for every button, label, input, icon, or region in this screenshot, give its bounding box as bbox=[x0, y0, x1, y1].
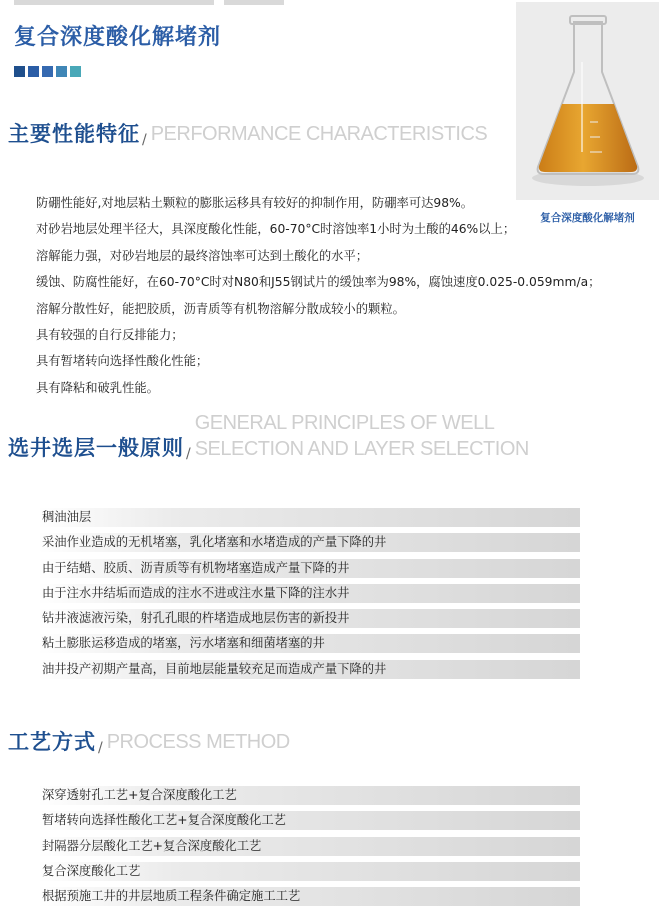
page-title: 复合深度酸化解堵剂 bbox=[14, 25, 222, 50]
section-slash: / bbox=[142, 132, 147, 148]
section-header-process bbox=[8, 726, 290, 756]
selection-item: 油井投产初期产量高，目前地层能量较充足而造成产量下降的井 bbox=[38, 660, 580, 679]
performance-item: 对砂岩地层处理半径大，具深度酸化性能，60-70°C时溶蚀率1小时为土酸的46%以上； bbox=[36, 222, 516, 237]
title-square bbox=[56, 66, 67, 77]
top-bar-right bbox=[224, 0, 284, 5]
section-header-performance bbox=[8, 118, 487, 148]
section-title-cn: 选井选层一般原则 bbox=[8, 436, 184, 460]
selection-principles-list bbox=[38, 508, 580, 685]
title-square bbox=[70, 66, 81, 77]
selection-item: 由于注水井结垢而造成的注水不进或注水量下降的注水井 bbox=[38, 584, 580, 603]
selection-item: 采油作业造成的无机堵塞，乳化堵塞和水堵造成的产量下降的井 bbox=[38, 533, 580, 552]
performance-item: 具有暂堵转向选择性酸化性能； bbox=[36, 354, 209, 369]
title-square bbox=[42, 66, 53, 77]
process-item: 复合深度酸化工艺 bbox=[38, 862, 580, 881]
performance-item: 缓蚀、防腐性能好，在60-70°C时对N80和J55钢试片的缓蚀率为98%，腐蚀速度0.025-0.059mm/a； bbox=[36, 275, 601, 290]
process-item: 根据预施工井的井层地质工程条件确定施工工艺 bbox=[38, 887, 580, 906]
performance-item: 溶解分散性好，能把胶质，沥青质等有机物溶解分散成较小的颗粒。 bbox=[36, 301, 405, 316]
performance-item: 具有降粘和破乳性能。 bbox=[36, 380, 159, 395]
process-item: 封隔器分层酸化工艺+复合深度酸化工艺 bbox=[38, 837, 580, 856]
title-squares bbox=[14, 66, 84, 77]
section-title-en: GENERAL PRINCIPLES OF WELL SELECTION AND LAYER SELECTION bbox=[194, 412, 529, 460]
section-slash: / bbox=[98, 740, 103, 756]
selection-item: 稠油油层 bbox=[38, 508, 580, 527]
performance-list bbox=[36, 190, 626, 401]
performance-item: 溶解能力强，对砂岩地层的最终溶蚀率可达到土酸化的水平； bbox=[36, 248, 369, 263]
selection-item: 粘土膨胀运移造成的堵塞，污水堵塞和细菌堵塞的井 bbox=[38, 634, 580, 653]
title-square bbox=[14, 66, 25, 77]
process-item: 暂堵转向选择性酸化工艺+复合深度酸化工艺 bbox=[38, 811, 580, 830]
performance-item: 具有较强的自行反排能力； bbox=[36, 328, 184, 343]
flask-illustration bbox=[516, 2, 659, 200]
selection-item: 由于结蜡、胶质、沥青质等有机物堵塞造成产量下降的井 bbox=[38, 559, 580, 578]
section-slash: / bbox=[186, 446, 191, 462]
process-item: 深穿透射孔工艺+复合深度酸化工艺 bbox=[38, 786, 580, 805]
section-title-cn: 工艺方式 bbox=[8, 730, 96, 754]
performance-item: 防硼性能好,对地层粘土颗粒的膨胀运移具有较好的抑制作用，防硼率可达98%。 bbox=[36, 196, 474, 210]
selection-item: 钻井液滤液污染，射孔孔眼的杵堵造成地层伤害的新投井 bbox=[38, 609, 580, 628]
process-method-list bbox=[38, 786, 580, 912]
section-title-en: PROCESS METHOD bbox=[106, 731, 290, 753]
section-header-selection bbox=[8, 410, 545, 462]
section-title-cn: 主要性能特征 bbox=[8, 122, 140, 146]
title-square bbox=[28, 66, 39, 77]
image-caption: 复合深度酸化解堵剂 bbox=[540, 212, 635, 224]
top-bar-left bbox=[14, 0, 214, 5]
product-flask-image bbox=[516, 2, 659, 200]
section-title-en: PERFORMANCE CHARACTERISTICS bbox=[150, 123, 488, 145]
